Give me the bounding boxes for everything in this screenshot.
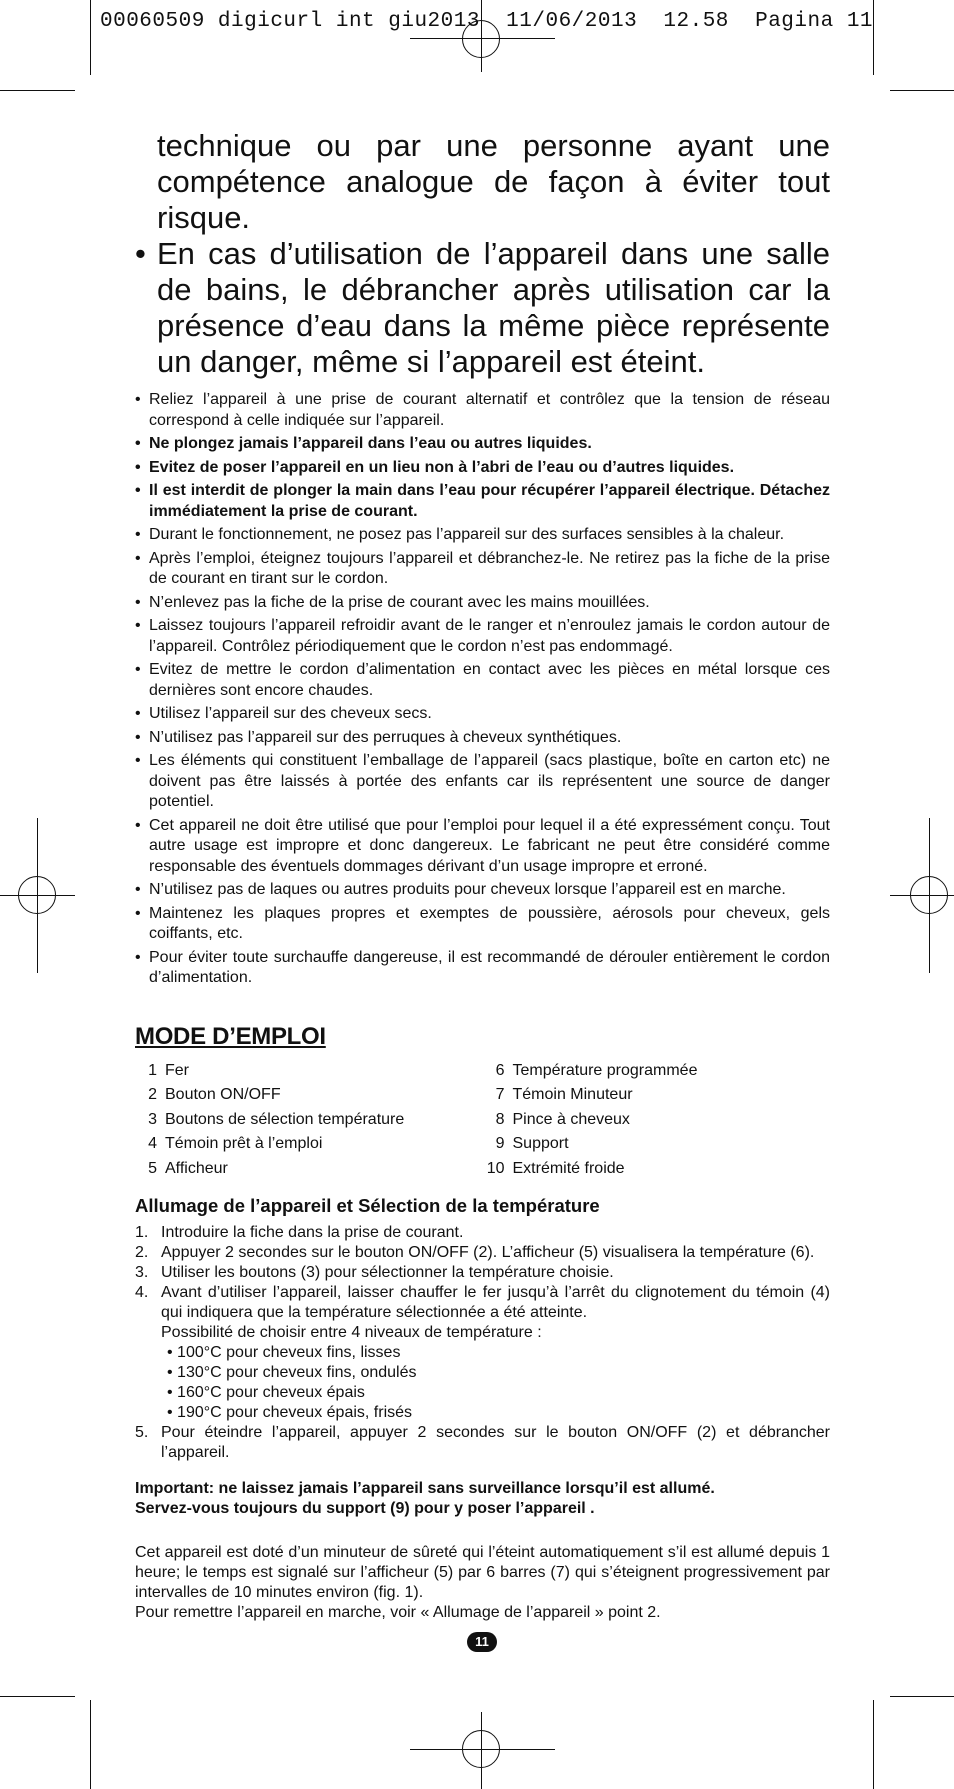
bullet: • <box>135 705 141 722</box>
step-item: 4. Avant d’utiliser l’appareil, laisser chauffer le fer jusqu’à l’arrêt du clignotement du témoin (4) qui indiquera que la température sélectionnée a été atteinte. <box>135 1284 830 1321</box>
part-item <box>483 1132 831 1157</box>
step-item: 3. Utiliser les boutons (3) pour sélectionner la température choisie. <box>135 1264 614 1281</box>
timer-paragraph <box>135 1543 830 1623</box>
important-line: Important: ne laissez jamais l’appareil sans surveillance lorsqu’il est allumé. <box>135 1480 715 1497</box>
safety-item <box>135 616 830 657</box>
safety-item-text: N’enlevez pas la fiche de la prise de courant avec les mains mouillées. <box>149 593 650 611</box>
safety-item <box>135 434 830 455</box>
safety-item-text: Reliez l’appareil à une prise de courant alternatif et contrôlez que la tension de réseau correspond à celle indiquée sur l’appareil. <box>149 391 830 429</box>
part-label: Témoin prêt à l’emploi <box>165 1135 323 1152</box>
temperature-item: • 190°C pour cheveux épais, frisés <box>167 1404 413 1421</box>
safety-item <box>135 880 830 901</box>
temperature-item: • 130°C pour cheveux fins, ondulés <box>167 1364 417 1381</box>
large-paragraph: technique ou par une personne ayant une compétence analogue de façon à éviter tout risque. <box>157 128 830 235</box>
temperature-item: • 100°C pour cheveux fins, lisses <box>167 1344 401 1361</box>
safety-item-text: N’utilisez pas de laques ou autres produits pour cheveux lorsque l’appareil est en marche. <box>149 881 786 898</box>
bullet: • <box>135 816 141 834</box>
safety-item-text: Il est interdit de plonger la main dans l’eau pour récupérer l’appareil électrique. Détachez immédiatement la prise de courant. <box>149 482 830 520</box>
part-number: 1 <box>148 1061 157 1079</box>
temperature-list <box>135 1343 830 1423</box>
safety-item-text: Evitez de poser l’appareil en un lieu non à l’abri de l’eau ou d’autres liquides. <box>149 458 735 476</box>
temperature-item: • 160°C pour cheveux épais <box>167 1384 365 1401</box>
part-number: 5 <box>148 1159 157 1177</box>
bullet: • <box>135 593 141 611</box>
part-label: Température programmée <box>512 1061 698 1079</box>
safety-item-text: Après l’emploi, éteignez toujours l’appareil et débranchez-le. Ne retirez pas la fiche de la prise de courant en tirant sur le cordon. <box>149 549 830 587</box>
bullet: • <box>135 482 141 499</box>
large-paragraph: • En cas d’utilisation de l’appareil dans une salle de bains, le débrancher après utilisation car la présence d’eau dans la même pièce représente un danger, même si l’appareil est éteint. <box>135 236 830 379</box>
important-note <box>135 1479 830 1519</box>
parts-list <box>135 1059 830 1182</box>
timer-text: Cet appareil est doté d’un minuteur de sûreté qui l’éteint automatiquement s’il est allumé depuis 1 heure; le temps est signalé sur l’afficheur (5) par 6 barres (7) qui s’éteignent progressivement par intervalles de 10 minutes environ (fig. 1). <box>135 1544 830 1601</box>
parts-column-right <box>483 1059 831 1182</box>
safety-item <box>135 481 830 522</box>
part-item <box>483 1157 831 1182</box>
bullet: • <box>135 728 141 746</box>
safety-item <box>135 593 830 614</box>
part-label: Bouton ON/OFF <box>165 1086 281 1103</box>
safety-item-text: Evitez de mettre le cordon d’alimentation en contact avec les pièces en métal lorsque ces dernières sont encore chaudes. <box>149 661 830 699</box>
part-label: Fer <box>165 1061 189 1079</box>
safety-item <box>135 390 830 431</box>
safety-item-text: Maintenez les plaques propres et exemptes de poussière, aérosols pour cheveux, gels coiffants, etc. <box>149 904 830 942</box>
part-item <box>483 1108 831 1133</box>
part-label: Témoin Minuteur <box>512 1086 633 1103</box>
bullet: • <box>135 752 141 769</box>
step-item: 5. Pour éteindre l’appareil, appuyer 2 secondes sur le bouton ON/OFF (2) et débrancher l’appareil. <box>135 1424 830 1461</box>
safety-item-text: Cet appareil ne doit être utilisé que pour l’emploi pour lequel il a été expressément conçu. Tout autre usage est impropre et donc dangereux. Le fabricant ne peut être considéré comme responsable des éventuels dommages dérivant d’un usage impropre et erroné. <box>149 816 830 875</box>
part-item <box>135 1059 483 1084</box>
safety-item <box>135 728 830 749</box>
bullet: • <box>135 948 141 966</box>
safety-item <box>135 525 830 546</box>
part-label: Afficheur <box>165 1159 228 1177</box>
page-number-badge: 11 <box>467 1632 497 1652</box>
safety-item-text: Les éléments qui constituent l’emballage de l’appareil (sacs plastique, boîte en carton etc) ne doivent pas être laissés à portée des enfants car ils représentent une source de danger potentiel. <box>149 752 830 810</box>
restart-text: Pour remettre l’appareil en marche, voir « Allumage de l’appareil » point 2. <box>135 1604 661 1621</box>
steps-list <box>135 1223 830 1463</box>
safety-item-text: Utilisez l’appareil sur des cheveux secs. <box>149 705 432 722</box>
page-content <box>135 128 830 1623</box>
step-note: Possibilité de choisir entre 4 niveaux de température : <box>161 1324 542 1341</box>
bullet: • <box>135 391 141 408</box>
parts-column-left <box>135 1059 483 1182</box>
safety-item-text: Ne plongez jamais l’appareil dans l’eau ou autres liquides. <box>149 435 592 452</box>
part-number: 4 <box>148 1135 157 1152</box>
print-slug: 00060509 digicurl int giu2013 11/06/2013 12.58 Pagina 11 <box>100 10 874 33</box>
bullet: • <box>135 549 141 567</box>
part-item <box>483 1059 831 1084</box>
safety-item-text: N’utilisez pas l’appareil sur des perruques à cheveux synthétiques. <box>149 728 622 746</box>
part-label: Extrémité froide <box>512 1159 625 1177</box>
safety-item <box>135 948 830 989</box>
large-paragraphs <box>135 128 830 380</box>
part-number: 2 <box>148 1086 157 1103</box>
part-item <box>135 1132 483 1157</box>
part-number: 7 <box>495 1086 505 1103</box>
section-title: Allumage de l’appareil et Sélection de la température <box>135 1195 600 1216</box>
part-number: 3 <box>148 1110 157 1128</box>
part-item <box>483 1083 831 1108</box>
safety-list <box>135 390 830 989</box>
part-label: Support <box>512 1135 569 1152</box>
mode-title: MODE D’EMPLOI <box>135 1022 326 1050</box>
part-number: 6 <box>495 1061 505 1079</box>
part-number: 8 <box>495 1110 505 1128</box>
bullet: • <box>135 526 141 543</box>
bullet: • <box>135 904 141 922</box>
bullet: • <box>135 458 141 476</box>
part-label: Boutons de sélection température <box>165 1110 405 1128</box>
safety-item-text: Durant le fonctionnement, ne posez pas l’appareil sur des surfaces sensibles à la chaleur. <box>149 526 785 543</box>
safety-item-text: Laissez toujours l’appareil refroidir avant de le ranger et n’enroulez jamais le cordon autour de l’appareil. Contrôlez périodiquement que le cordon n’est pas endommagé. <box>149 617 830 655</box>
safety-item <box>135 660 830 701</box>
safety-item <box>135 704 830 725</box>
bullet: • <box>135 617 141 634</box>
safety-item <box>135 816 830 878</box>
bullet: • <box>135 435 141 452</box>
safety-item <box>135 549 830 590</box>
important-line: Servez-vous toujours du support (9) pour y poser l’appareil . <box>135 1500 595 1517</box>
part-number: 10 <box>486 1159 505 1177</box>
step-item: 1. Introduire la fiche dans la prise de courant. <box>135 1224 464 1241</box>
safety-item-text: Pour éviter toute surchauffe dangereuse, il est recommandé de dérouler entièrement le cordon d’alimentation. <box>149 948 830 986</box>
bullet: • <box>135 661 141 678</box>
part-label: Pince à cheveux <box>512 1110 630 1128</box>
bullet: • <box>135 881 141 898</box>
step-item: 2. Appuyer 2 secondes sur le bouton ON/OFF (2). L’afficheur (5) visualisera la température (6). <box>135 1244 815 1261</box>
part-item <box>135 1083 483 1108</box>
part-item <box>135 1157 483 1182</box>
safety-item <box>135 904 830 945</box>
part-number: 9 <box>495 1135 505 1152</box>
safety-item <box>135 458 830 479</box>
part-item <box>135 1108 483 1133</box>
safety-item <box>135 751 830 813</box>
